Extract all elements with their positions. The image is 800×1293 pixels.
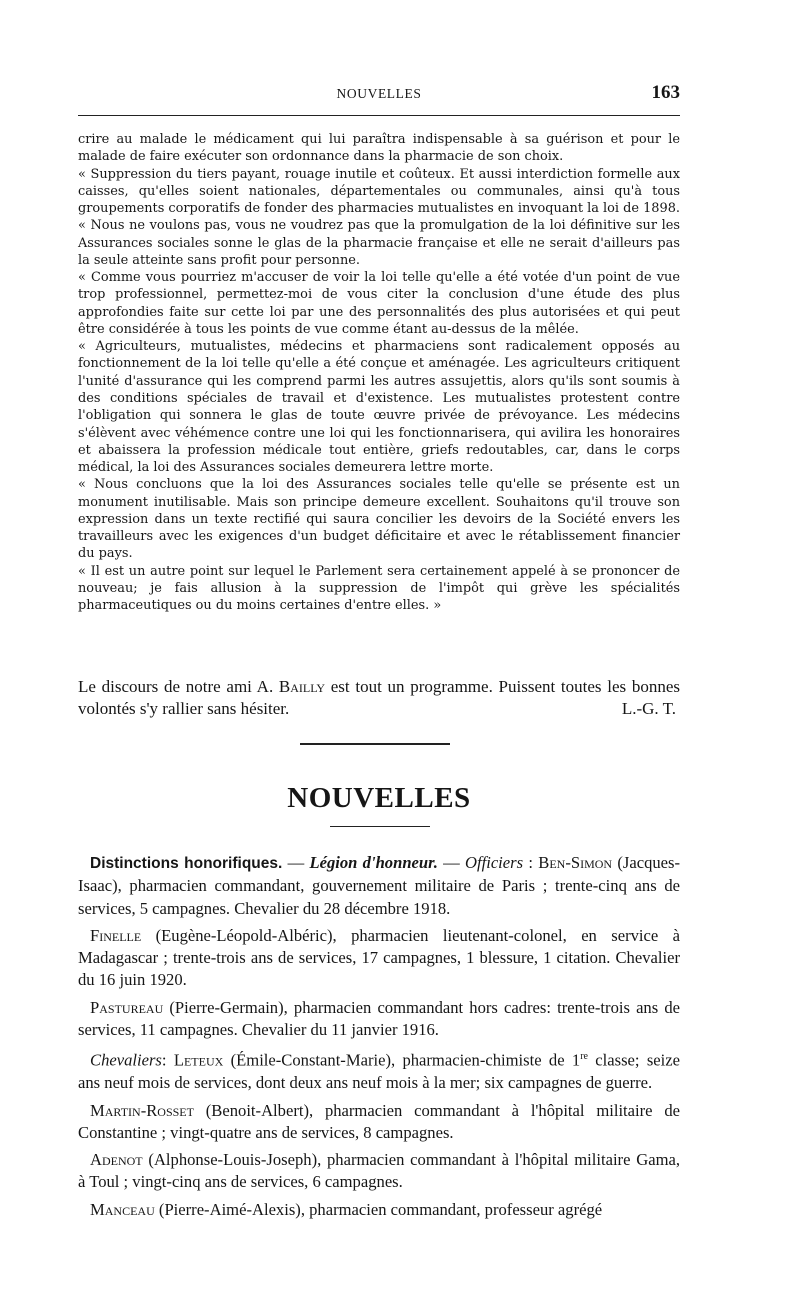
legion-heading: Légion d'honneur. <box>309 853 438 872</box>
officiers-label: Officiers <box>465 853 524 872</box>
person-name: Finelle <box>90 925 142 945</box>
news-entry-pastureau <box>78 997 680 1042</box>
news-entry-manceau <box>78 1199 680 1221</box>
conclusion-text: Le discours de notre ami A. <box>78 677 279 696</box>
quote-paragraph-autre-point: « Il est un autre point sur lequel le Parlement sera certainement appelé à se prononcer de nouveau; je fais allusion à la suppression de l'impôt qui grève les spécialités pharmaceutiques ou du moins certaines d'entre elles. » <box>78 563 680 614</box>
entry-text: (Pierre-Aimé-Alexis), pharmacien commandant, professeur agrégé <box>154 1199 603 1219</box>
news-entry-adenot <box>78 1149 680 1194</box>
chevaliers-label: Chevaliers <box>90 1050 162 1070</box>
quote-paragraph-agriculteurs: « Agriculteurs, mutualistes, médecins et pharmaciens sont radicalement opposés au fonctionnement de la loi telle qu'elle a été conçue et aménagée. Les agriculteurs critiquent l'unité d'assurance qui les comprend parmi les autres assujettis, alors qu'ils sont soumis à des conditions spéciales de travail et d'existence. Les mutualistes protestent contre l'obligation qui sonnera le glas de toute œuvre privée de prévoyance. Les médecins s'élèvent avec véhémence contre une loi qui les fonctionnarisera, qui avilira les honoraires et abaissera la profession médicale tout entière, griefs redoutables, car, dans le corps médical, la loi des Assurances sociales demeurera lettre morte. <box>78 339 680 476</box>
quote-paragraph-promulgation: « Nous ne voulons pas, vous ne voudrez pas que la promulgation de la loi définitive sur les Assurances sociales sonne le glas de la pharmacie française et elle ne serait d'ailleurs pas la seule atteinte sans profit pour personne. <box>78 218 680 268</box>
entry-text: (Benoit-Albert), pharmacien commandant à l'hôpital militaire de Constantine ; vingt-quatre ans de services, 8 campagnes. <box>78 1100 680 1142</box>
person-name: Pastureau <box>90 997 164 1017</box>
dash: — <box>282 853 310 872</box>
person-name: Leteux <box>173 1050 224 1070</box>
quote-paragraph-tiers-payant: « Suppression du tiers payant, rouage inutile et coûteux. Et aussi interdiction formelle aux caisses, qu'elles soient nationales, départementales ou communales, ainsi qu'à tous groupements corporatifs de fonder des pharmacies mutualistes en invoquant la loi de 1898. <box>78 166 681 217</box>
colon: : <box>523 853 539 872</box>
entry-text: (Émile-Constant-Marie), pharmacien-chimiste de 1 <box>223 1050 581 1070</box>
entry-text: (Pierre-Germain), pharmacien commandant hors cadres: trente-trois ans de services, 11 campagnes. Chevalier du 11 janvier 1916. <box>78 997 680 1040</box>
quote-paragraph-continuation: crire au malade le médicament qui lui paraîtra indispensable à sa guérison et pour le malade de faire exécuter son ordonnance dans la pharmacie de son choix. <box>78 132 680 165</box>
quote-paragraph-conclusion: « Nous concluons que la loi des Assurances sociales telle qu'elle se présente est un monument inutilisable. Mais son principe demeure excellent. Souhaitons qu'il trouve son expression dans un texte rectifié qui saura concilier les devoirs de la Société envers les travailleurs avec les exigences d'un budget déficitaire et avec le rétablissement financier du pays. <box>78 477 680 562</box>
editorial-conclusion <box>78 676 680 720</box>
news-entry-leteux <box>78 1046 680 1094</box>
entry-text: (Jacques-Isaac), pharmacien commandant, gouvernement militaire de Paris ; trente-cinq ans de services, 5 campagnes. Chevalier du 28 décembre 1918. <box>78 853 681 918</box>
running-header <box>78 84 680 106</box>
dash: — <box>437 853 465 872</box>
entry-text-end: classe; seize ans neuf mois de services, dont deux ans neuf mois à la mer; six campagnes de guerre. <box>78 1050 680 1093</box>
page-number: 163 <box>651 82 680 103</box>
person-name: Ben-Simon <box>538 853 613 872</box>
section-title: NOUVELLES <box>287 782 471 814</box>
person-name: Manceau <box>90 1199 155 1219</box>
news-entry-martin-rosset <box>78 1100 680 1145</box>
news-section <box>78 852 680 1226</box>
news-entry-ben-simon <box>78 852 680 920</box>
entry-text: (Eugène-Léopold-Albéric), pharmacien lieutenant-colonel, en service à Madagascar ; trente-trois ans de services, 17 campagnes, 1 blessure, 1 citation. Chevalier du 16 juin 1920. <box>78 925 680 990</box>
superscript: re <box>580 1051 588 1063</box>
header-rule <box>78 115 680 116</box>
running-title: NOUVELLES <box>336 86 422 101</box>
entry-text: (Alphonse-Louis-Joseph), pharmacien commandant à l'hôpital militaire Gama, à Toul ; vingt-cinq ans de services, 6 campagnes. <box>78 1150 680 1192</box>
conclusion-paragraph <box>78 676 680 720</box>
quote-paragraph-accuser: « Comme vous pourriez m'accuser de voir la loi telle qu'elle a été votée d'un point de vue trop professionnel, permettez-moi de vous citer la conclusion d'une étude des plus approfondies faite sur cette loi par une des personnalités des plus autorisées et qui peut être considérée à tous les points de vue comme étant au-dessus de la mêlée. <box>78 270 680 337</box>
quoted-speech <box>78 131 680 614</box>
conclusion-text-end: est tout un programme. Puissent toutes les bonnes volontés s'y rallier sans hésiter. <box>78 677 680 718</box>
colon: : <box>161 1050 174 1070</box>
rubric-heading: Distinctions honorifiques. <box>90 855 283 872</box>
title-underline <box>330 826 430 827</box>
person-name: Martin-Rosset <box>90 1100 194 1120</box>
news-entry-finelle <box>78 925 680 992</box>
author-name: Bailly <box>278 677 326 696</box>
person-name: Adenot <box>90 1150 143 1170</box>
signature: L.-G. T. <box>621 699 676 718</box>
section-divider <box>300 743 450 745</box>
